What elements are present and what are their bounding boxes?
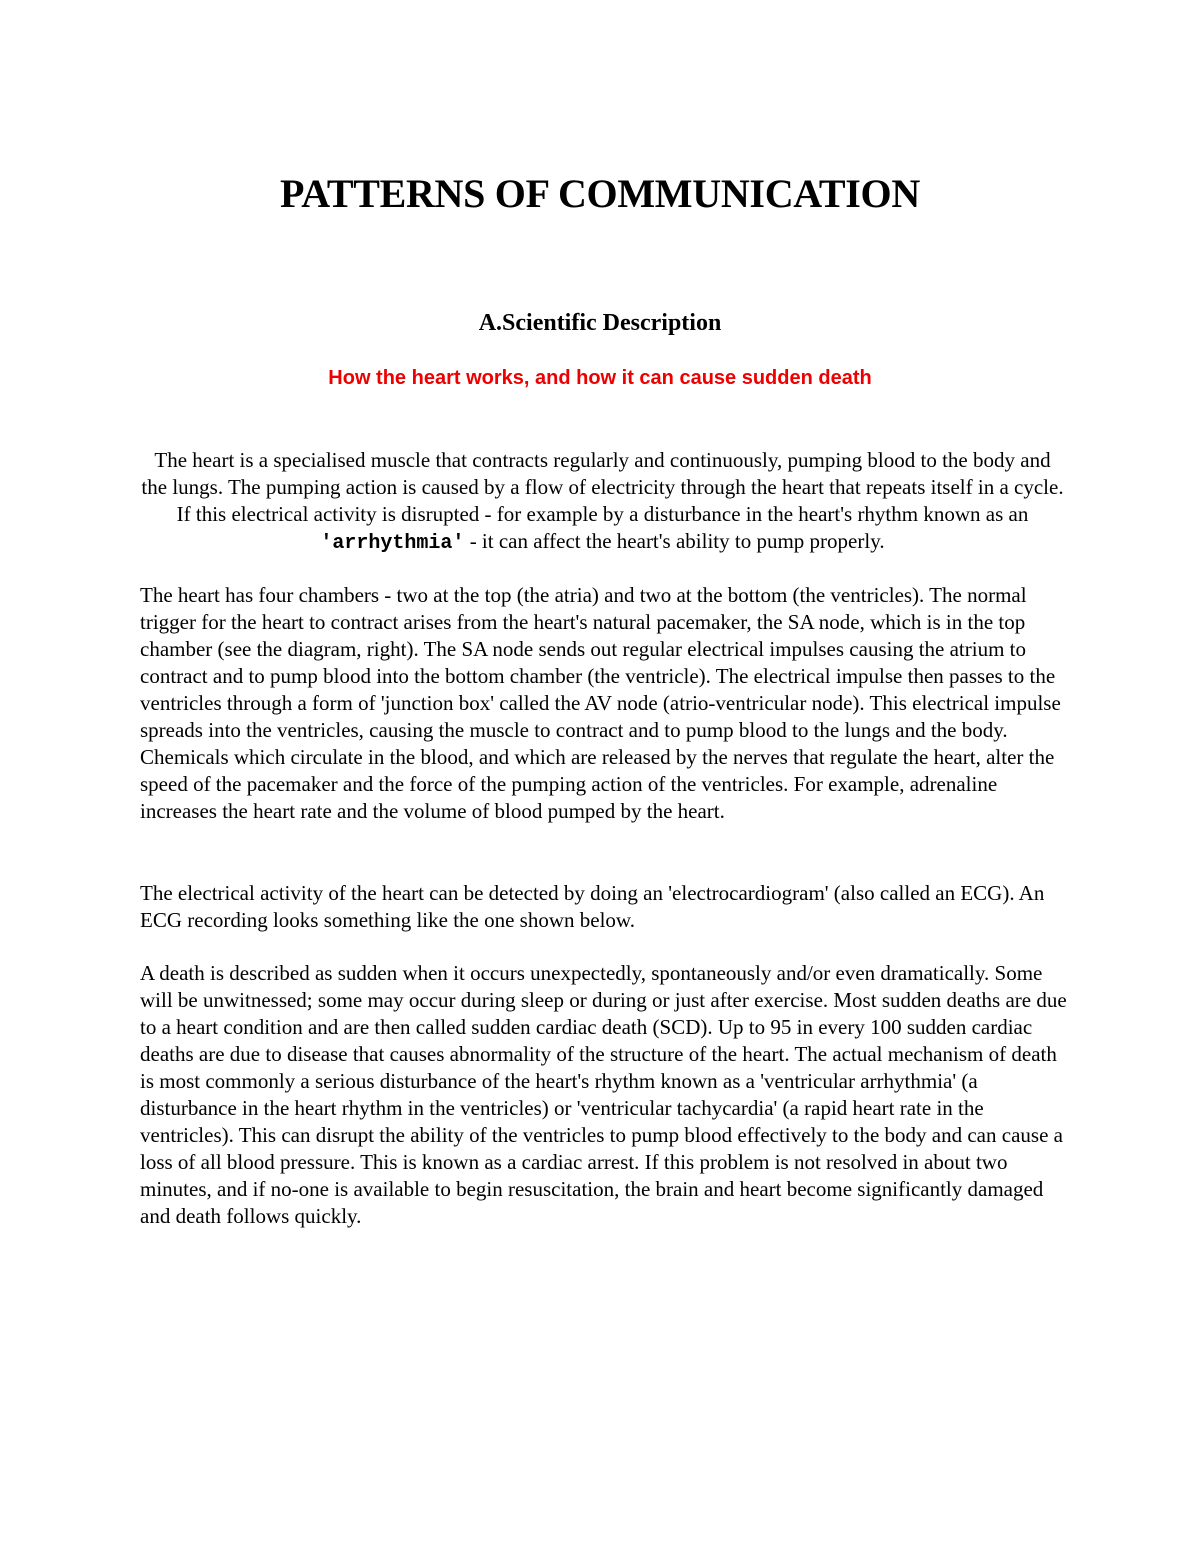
page-title: PATTERNS OF COMMUNICATION bbox=[280, 171, 920, 216]
paragraph-heart-intro bbox=[140, 447, 1065, 557]
paragraph-heart-chambers: The heart has four chambers - two at the top (the atria) and two at the bottom (the ventricles). The normal trigger for the heart to contract arises from the heart's natural pacemaker, the SA node, which is in the top chamber (see the diagram, right). The SA node sends out regular electrical impulses causing the atrium to contract and to pump blood into the bottom chamber (the ventricle). The electrical impulse then passes to the ventricles through a form of 'junction box' called the AV node (atrio-ventricular node). This electrical impulse spreads into the ventricles, causing the muscle to contract and to pump blood to the lungs and the body. Chemicals which circulate in the blood, and which are released by the nerves that regulate the heart, alter the speed of the pacemaker and the force of the pumping action of the ventricles. For example, adrenaline increases the heart rate and the volume of blood pumped by the heart. bbox=[140, 583, 1061, 823]
paragraph-heart-intro-text: The heart is a specialised muscle that contracts regularly and continuously, pumping blood to the body and the lungs. The pumping action is caused by a flow of electricity through the heart that repeats itself in a cycle. If this electrical activity is disrupted - for example by a disturbance in the heart's rhythm known as an bbox=[141, 448, 1064, 526]
paragraph-ecg: The electrical activity of the heart can be detected by doing an 'electrocardiogram' (also called an ECG). An ECG recording looks something like the one shown below. bbox=[140, 881, 1045, 932]
subtitle: How the heart works, and how it can cause sudden death bbox=[328, 367, 872, 389]
arrhythmia-term: 'arrhythmia' bbox=[320, 532, 465, 555]
paragraph-heart-intro-text-end: - it can affect the heart's ability to pump properly. bbox=[464, 529, 885, 553]
section-heading: A.Scientific Description bbox=[478, 310, 722, 336]
paragraph-sudden-death: A death is described as sudden when it occurs unexpectedly, spontaneously and/or even dramatically. Some will be unwitnessed; some may occur during sleep or during or just after exercise. Most sudden deaths are due to a heart condition and are then called sudden cardiac death (SCD). Up to 95 in every 100 sudden cardiac deaths are due to disease that causes abnormality of the structure of the heart. The actual mechanism of death is most commonly a serious disturbance of the heart's rhythm known as a 'ventricular arrhythmia' (a disturbance in the heart rhythm in the ventricles) or 'ventricular tachycardia' (a rapid heart rate in the ventricles). This can disrupt the ability of the ventricles to pump blood effectively to the body and can cause a loss of all blood pressure. This is known as a cardiac arrest. If this problem is not resolved in about two minutes, and if no-one is available to begin resuscitation, the brain and heart become significantly damaged and death follows quickly. bbox=[140, 961, 1067, 1228]
